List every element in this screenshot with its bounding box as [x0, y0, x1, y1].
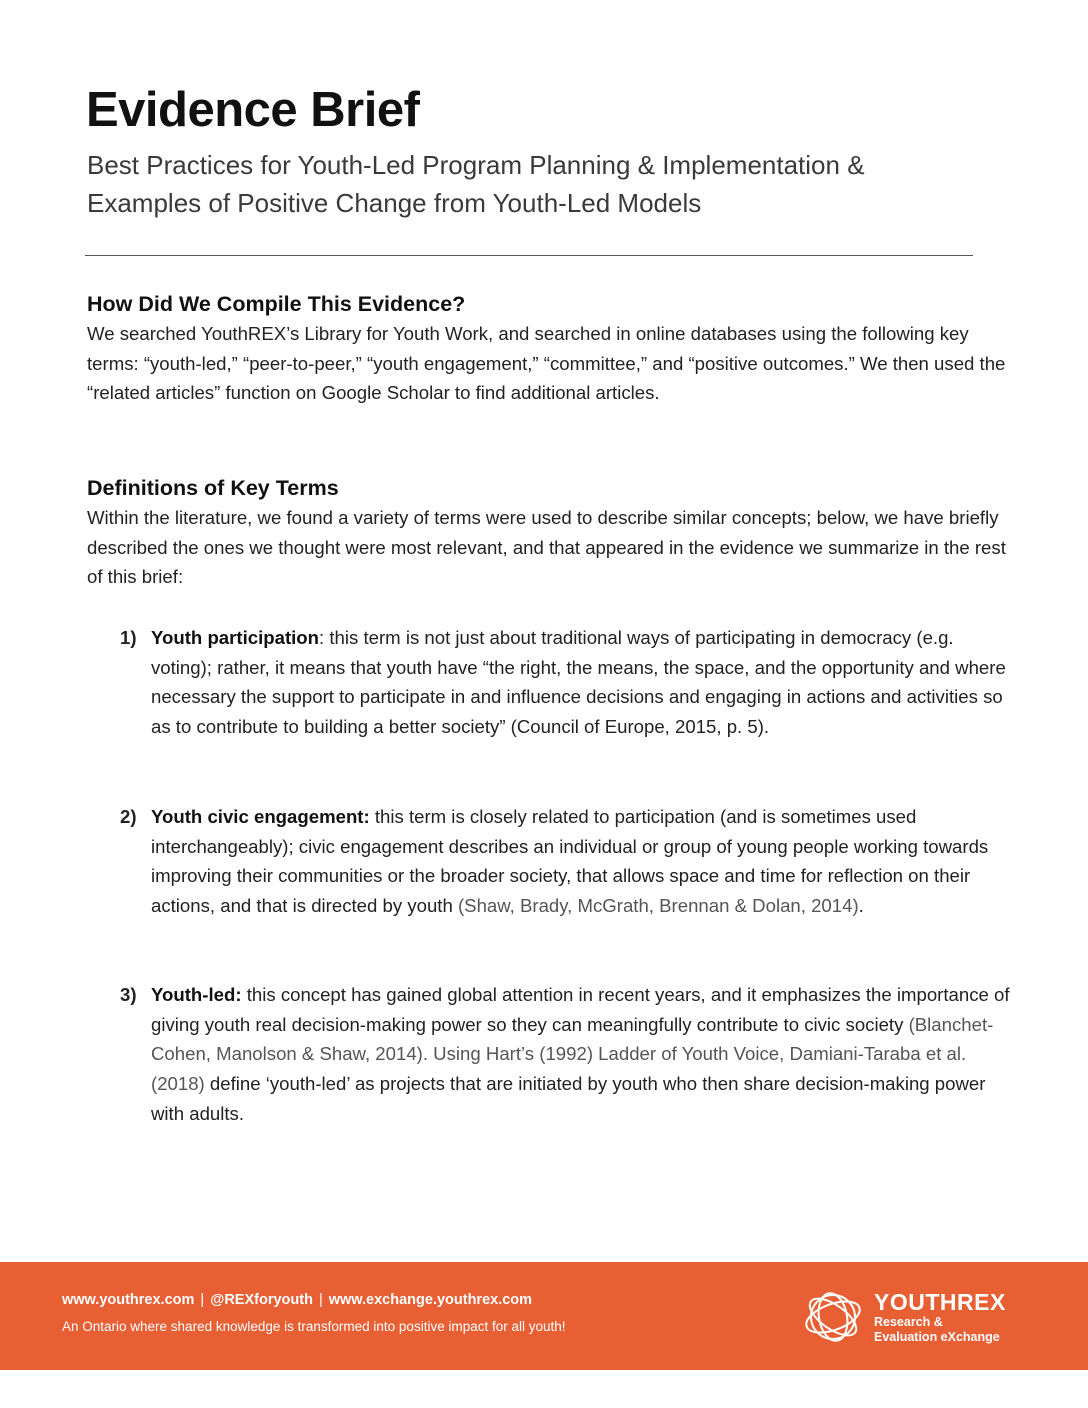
compile-body: We searched YouthREX’s Library for Youth Work, and searched in online databases using the following key terms: “youth-led,” “peer-to-peer,” “youth engagement,” “committee,” and “positive outcomes.” We then used the “related articles” function on Google Scholar to find additional articles. [87, 323, 1006, 404]
subtitle-line-2: Examples of Positive Change from Youth-Led Models [87, 188, 702, 218]
term-tail: define ‘youth-led’ as projects that are initiated by youth who then share decision-making power with adults. [151, 1073, 986, 1124]
term-text: this term is closely related to participation (and is sometimes used interchangeably); civic engagement describes an individual or group of young people working towards improving their communities or the broader society, that allows space and time for reflection on their actions, and that is directed by youth [151, 806, 989, 917]
list-item [120, 623, 1010, 742]
compile-heading: How Did We Compile This Evidence? [87, 292, 466, 316]
list-number: 1) [120, 627, 137, 648]
compile-section [87, 289, 1007, 408]
page-title: Evidence Brief [86, 83, 420, 137]
website-link[interactable]: www.youthrex.com [62, 1292, 195, 1308]
list-number: 2) [120, 806, 137, 827]
definitions-intro: Within the literature, we found a variety of terms were used to describe similar concepts; below, we have briefly described the ones we thought were most relevant, and that appeared in the evidence we summarize in the rest of this brief: [87, 507, 1006, 588]
definitions-heading: Definitions of Key Terms [87, 476, 339, 500]
definitions-section [87, 473, 1007, 592]
page-subtitle [87, 146, 987, 222]
term-citation: (Blanchet-Cohen, Manolson & Shaw, 2014). Using Hart’s (1992) Ladder of Youth Voice, Damiani-Taraba et al. (2018) [151, 1013, 994, 1095]
youthrex-logo-icon [800, 1286, 866, 1353]
list-number: 3) [120, 984, 137, 1005]
subtitle-line-1: Best Practices for Youth-Led Program Planning & Implementation & [87, 150, 865, 180]
logo-subtitle-2: Evaluation eXchange [874, 1330, 1000, 1344]
list-item [120, 980, 1010, 1129]
term-label: Youth-led: [151, 984, 242, 1005]
term-label: Youth civic engagement: [151, 806, 370, 827]
youthrex-logo [874, 1289, 1006, 1345]
list-item [120, 802, 1010, 921]
term-text: this concept has gained global attention in recent years, and it emphasizes the importance of giving youth real decision-making power so they can meaningfully contribute to civic society [151, 984, 1010, 1035]
term-tail: . [858, 895, 864, 917]
term-label: Youth participation [151, 627, 320, 648]
twitter-link[interactable]: @REXforyouth [210, 1292, 313, 1308]
title-divider [85, 255, 973, 256]
link-separator: | [318, 1292, 323, 1308]
term-text: : this term is not just about traditional ways of participating in democracy (e.g. voting); rather, it means that youth have “the right, the means, the space, and the opportunity and where necessary the support to participate in and influence decisions and engaging in actions and activities so as to contribute to building a better society” (Council of Europe, 2015, p. 5). [151, 627, 1006, 738]
link-separator: | [200, 1292, 205, 1308]
footer-banner [0, 1262, 1088, 1370]
footer-tagline: An Ontario where shared knowledge is transformed into positive impact for all youth! [62, 1319, 566, 1334]
logo-subtitle-1: Research & [874, 1315, 943, 1329]
term-citation: (Shaw, Brady, McGrath, Brennan & Dolan, 2014) [457, 895, 859, 917]
logo-name: YOUTHREX [874, 1289, 1006, 1315]
footer-links [62, 1292, 532, 1308]
exchange-link[interactable]: www.exchange.youthrex.com [328, 1292, 533, 1308]
